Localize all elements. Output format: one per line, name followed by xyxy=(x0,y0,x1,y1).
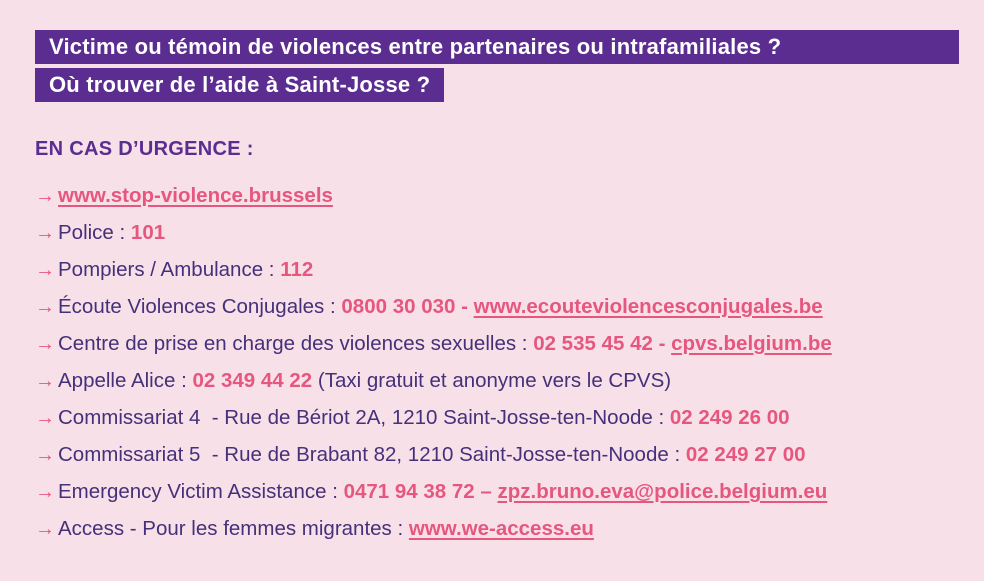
ecoute-number: 0800 30 030 xyxy=(341,295,456,318)
alice-label: Appelle Alice : xyxy=(58,369,193,392)
police-number: 101 xyxy=(130,221,166,244)
pompiers-number: 112 xyxy=(280,258,314,281)
commissariat-5-number: 02 249 27 00 xyxy=(685,443,806,466)
arrow-icon: → xyxy=(35,185,55,207)
list-item-police xyxy=(35,217,832,254)
title-line-2: Où trouver de l’aide à Saint-Josse ? xyxy=(35,68,444,102)
list-item-stop-violence xyxy=(35,180,832,217)
list-item-cpvs xyxy=(35,328,832,365)
eva-label: Emergency Victim Assistance : xyxy=(58,480,344,503)
cpvs-number: 02 535 45 42 xyxy=(533,332,653,355)
commissariat-4-label: Commissariat 4 - Rue de Bériot 2A, 1210 Saint-Josse-ten-Noode : xyxy=(58,406,670,429)
list-item-commissariat-4 xyxy=(35,402,832,439)
access-label: Access - Pour les femmes migrantes : xyxy=(58,517,409,540)
list-item-alice xyxy=(35,365,832,402)
eva-number: 0471 94 38 72 xyxy=(343,480,475,503)
cpvs-link[interactable]: cpvs.belgium.be xyxy=(671,332,832,355)
list-item-pompiers xyxy=(35,254,832,291)
arrow-icon: → xyxy=(35,481,55,503)
list-item-access xyxy=(35,513,832,550)
arrow-icon: → xyxy=(35,296,55,318)
commissariat-5-label: Commissariat 5 - Rue de Brabant 82, 1210 Saint-Josse-ten-Noode : xyxy=(58,443,686,466)
eva-separator: – xyxy=(474,480,498,503)
list-item-ecoute xyxy=(35,291,832,328)
access-link[interactable]: www.we-access.eu xyxy=(408,517,594,540)
ecoute-separator: - xyxy=(455,295,474,318)
alice-note: (Taxi gratuit et anonyme vers le CPVS) xyxy=(312,369,672,392)
commissariat-4-number: 02 249 26 00 xyxy=(669,406,790,429)
arrow-icon: → xyxy=(35,370,55,392)
pompiers-label: Pompiers / Ambulance : xyxy=(58,258,281,281)
stop-violence-link[interactable]: www.stop-violence.brussels xyxy=(58,184,333,207)
arrow-icon: → xyxy=(35,333,55,355)
cpvs-separator: - xyxy=(652,332,672,355)
arrow-icon: → xyxy=(35,444,55,466)
list-item-eva xyxy=(35,476,832,513)
list-item-commissariat-5 xyxy=(35,439,832,476)
ecoute-label: Écoute Violences Conjugales : xyxy=(58,295,342,318)
contact-list xyxy=(35,180,832,550)
cpvs-label: Centre de prise en charge des violences sexuelles : xyxy=(58,332,534,355)
urgency-heading: EN CAS D’URGENCE : xyxy=(35,138,254,160)
arrow-icon: → xyxy=(35,407,55,429)
police-label: Police : xyxy=(58,221,131,244)
arrow-icon: → xyxy=(35,259,55,281)
title-line-1: Victime ou témoin de violences entre partenaires ou intrafamiliales ? xyxy=(35,30,959,64)
alice-number: 02 349 44 22 xyxy=(192,369,313,392)
arrow-icon: → xyxy=(35,222,55,244)
eva-email-link[interactable]: zpz.bruno.eva@police.belgium.eu xyxy=(497,480,828,503)
arrow-icon: → xyxy=(35,518,55,540)
ecoute-link[interactable]: www.ecouteviolencesconjugales.be xyxy=(473,295,823,318)
